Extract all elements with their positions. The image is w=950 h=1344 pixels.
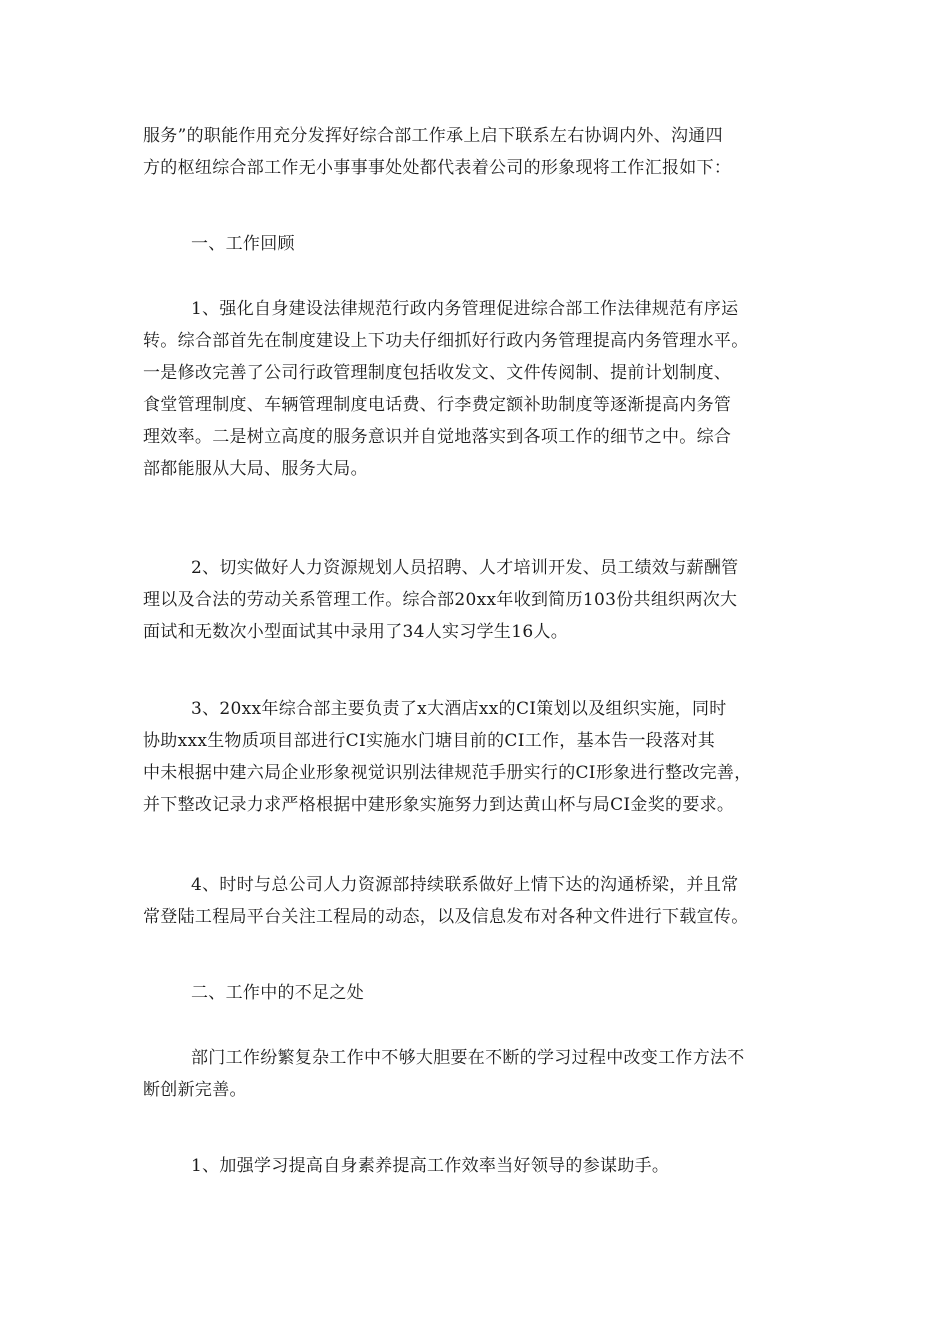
paragraph-item-2: [143, 552, 811, 648]
paragraph-line: 部门工作纷繁复杂工作中不够大胆要在不断的学习过程中改变工作方法不: [191, 1048, 745, 1068]
heading-line: 一、工作回顾: [191, 234, 295, 254]
paragraph-line: 断创新完善。: [143, 1080, 247, 1100]
paragraph-item-1: [143, 293, 811, 485]
paragraph-line: 理效率。二是树立高度的服务意识并自觉地落实到各项工作的细节之中。综合: [143, 427, 732, 447]
section-heading-shortfalls: [143, 977, 811, 1009]
paragraph-line: 4、时时与总公司人力资源部持续联系做好上情下达的沟通桥梁，并且常: [191, 875, 739, 895]
paragraph-line: 并下整改记录力求严格根据中建形象实施努力到达黄山杯与局CI金奖的要求。: [143, 795, 735, 815]
paragraph-line: 部都能服从大局、服务大局。: [143, 459, 368, 479]
paragraph-line: 食堂管理制度、车辆管理制度电话费、行李费定额补助制度等逐渐提高内务管: [143, 395, 732, 415]
paragraph-improve-1: [143, 1150, 811, 1182]
paragraph-line: 1、强化自身建设法律规范行政内务管理促进综合部工作法律规范有序运: [191, 299, 739, 319]
paragraph-intro: [143, 120, 811, 184]
paragraph-line: 服务”的职能作用充分发挥好综合部工作承上启下联系左右协调内外、沟通四: [143, 126, 723, 146]
paragraph-line: 中未根据中建六局企业形象视觉识别法律规范手册实行的CI形象进行整改完善，: [143, 763, 752, 783]
section-heading-review: [143, 228, 811, 260]
paragraph-line: 一是修改完善了公司行政管理制度包括收发文、文件传阅制、提前计划制度、: [143, 363, 732, 383]
paragraph-line: 2、切实做好人力资源规划人员招聘、人才培训开发、员工绩效与薪酬管: [191, 558, 739, 578]
heading-line: 二、工作中的不足之处: [191, 983, 364, 1003]
paragraph-line: 方的枢纽综合部工作无小事事事处处都代表着公司的形象现将工作汇报如下：: [143, 158, 732, 178]
paragraph-line: 协助xxx生物质项目部进行CI实施水门塘目前的CI工作，基本告一段落对其: [143, 731, 716, 751]
paragraph-item-4: [143, 869, 811, 933]
paragraph-line: 常登陆工程局平台关注工程局的动态，以及信息发布对各种文件进行下载宣传。: [143, 907, 749, 927]
paragraph-shortfall: [143, 1042, 811, 1106]
paragraph-line: 理以及合法的劳动关系管理工作。综合部20xx年收到简历103份共组织两次大: [143, 590, 738, 610]
paragraph-line: 面试和无数次小型面试其中录用了34人实习学生16人。: [143, 622, 569, 642]
paragraph-line: 转。综合部首先在制度建设上下功夫仔细抓好行政内务管理提高内务管理水平。: [143, 331, 749, 351]
paragraph-line: 1、加强学习提高自身素养提高工作效率当好领导的参谋助手。: [191, 1156, 670, 1176]
paragraph-line: 3、20xx年综合部主要负责了x大酒店xx的CI策划以及组织实施，同时: [191, 699, 727, 719]
paragraph-item-3: [143, 693, 811, 821]
